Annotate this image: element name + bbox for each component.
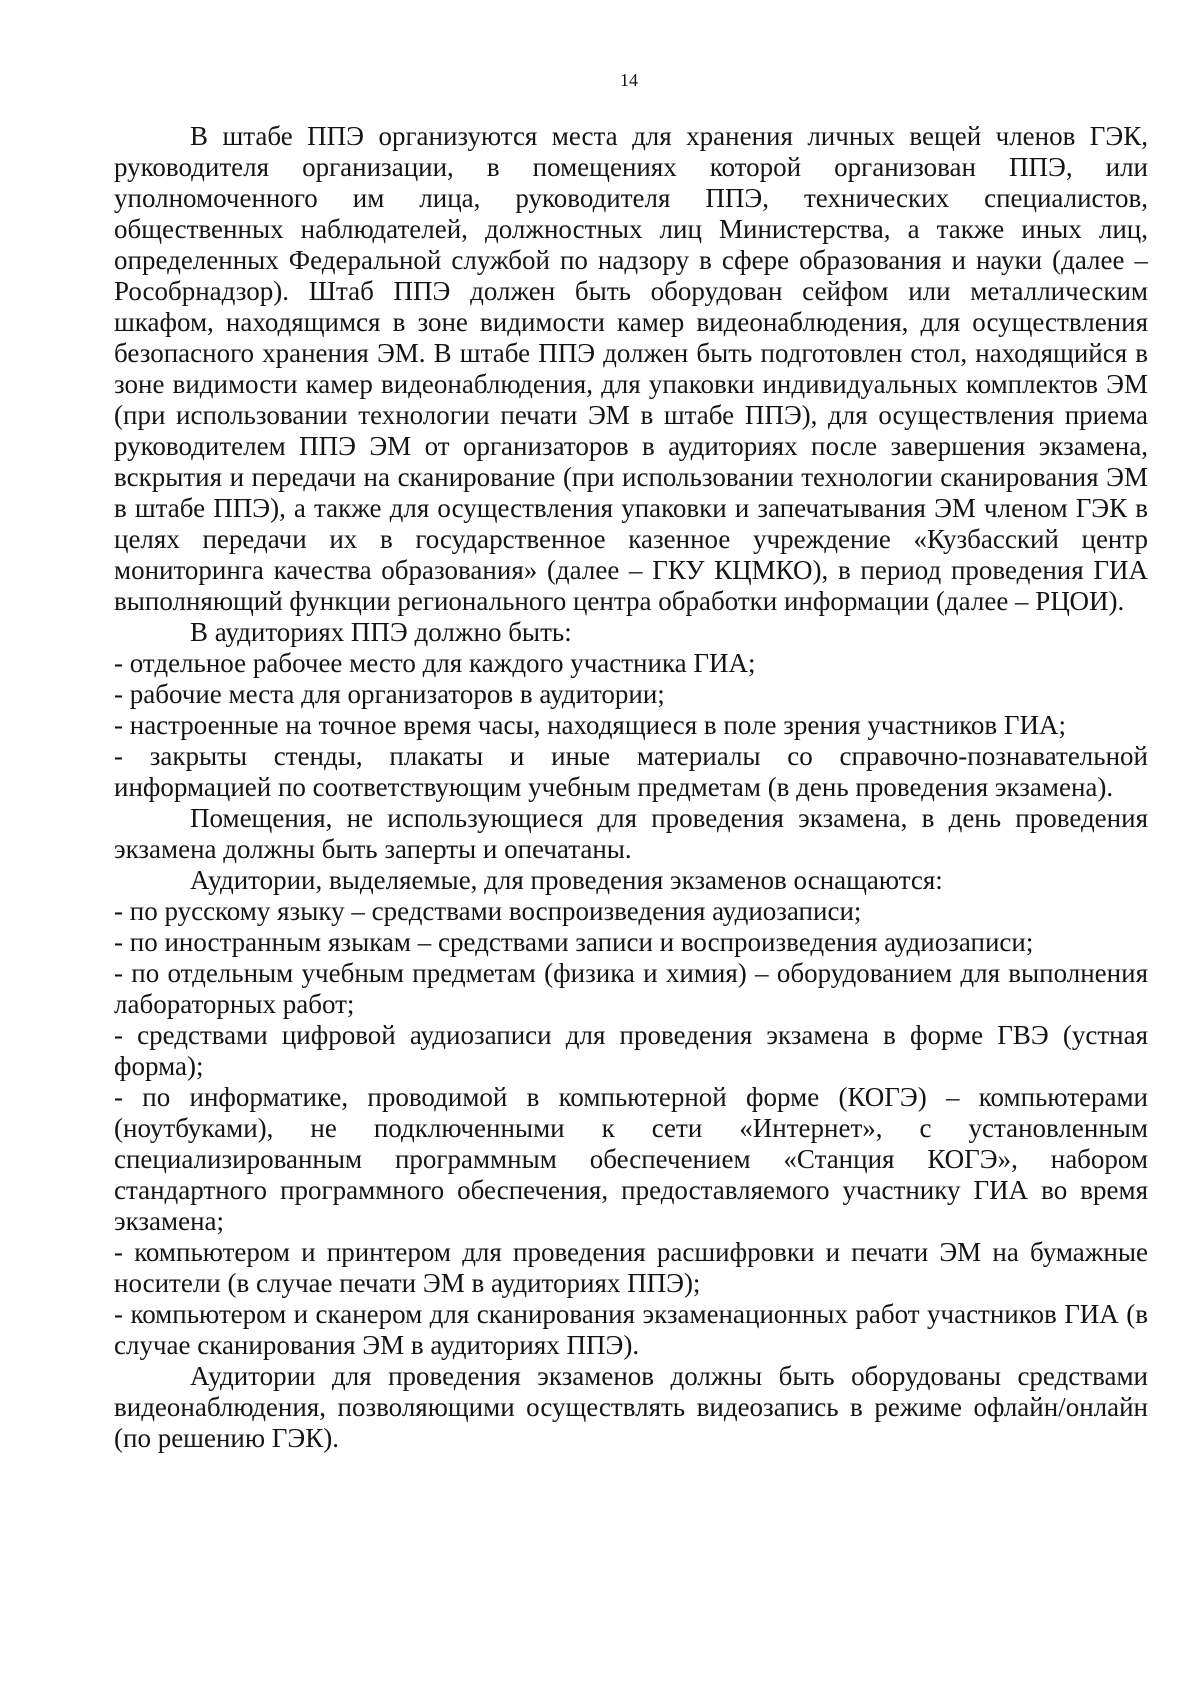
list-item: - рабочие места для организаторов в аудитории; — [114, 679, 665, 709]
page-number: 14 — [620, 70, 638, 90]
list-item: - отдельное рабочее место для каждого участника ГИА; — [114, 648, 756, 678]
list-item: - компьютером и принтером для проведения расшифровки и печати ЭМ на бумажные носители (в случае печати ЭМ в аудиториях ППЭ); — [114, 1237, 1148, 1298]
paragraph-unused-rooms: Помещения, не использующиеся для проведения экзамена, в день проведения экзамена должны быть заперты и опечатаны. — [114, 803, 1148, 864]
paragraph-classrooms-intro: В аудиториях ППЭ должно быть: — [190, 617, 572, 647]
list-item: - по русскому языку – средствами воспроизведения аудиозаписи; — [114, 896, 862, 926]
document-body — [114, 121, 1148, 1454]
list-item: - закрыты стенды, плакаты и иные материалы со справочно-познавательной информацией по соответствующим учебным предметам (в день проведения экзамена). — [114, 741, 1148, 802]
paragraph-ppe-headquarters: В штабе ППЭ организуются места для хранения личных вещей членов ГЭК, руководителя организации, в помещениях которой организован ППЭ, или уполномоченного им лица, руководителя ППЭ, технических специалистов, общественных наблюдателей, должностных лиц Министерства, а также иных лиц, определенных Федеральной службой по надзору в сфере образования и науки (далее – Рособрнадзор). Штаб ППЭ должен быть оборудован сейфом или металлическим шкафом, находящимся в зоне видимости камер видеонаблюдения, для осуществления безопасного хранения ЭМ. В штабе ППЭ должен быть подготовлен стол, находящийся в зоне видимости камер видеонаблюдения, для упаковки индивидуальных комплектов ЭМ (при использовании технологии печати ЭМ в штабе ППЭ), для осуществления приема руководителем ППЭ ЭМ от организаторов в аудиториях после завершения экзамена, вскрытия и передачи на сканирование (при использовании технологии сканирования ЭМ в штабе ППЭ), а также для осуществления упаковки и запечатывания ЭМ членом ГЭК в целях передачи их в государственное казенное учреждение «Кузбасский центр мониторинга качества образования» (далее – ГКУ КЦМКО), в период проведения ГИА выполняющий функции регионального центра обработки информации (далее – РЦОИ). — [114, 121, 1148, 616]
list-item: - по иностранным языкам – средствами записи и воспроизведения аудиозаписи; — [114, 927, 1034, 957]
paragraph-video-surveillance: Аудитории для проведения экзаменов должны быть оборудованы средствами видеонаблюдения, позволяющими осуществлять видеозапись в режиме офлайн/онлайн (по решению ГЭК). — [114, 1361, 1148, 1453]
list-item: - средствами цифровой аудиозаписи для проведения экзамена в форме ГВЭ (устная форма); — [114, 1020, 1148, 1081]
list-item: - настроенные на точное время часы, находящиеся в поле зрения участников ГИА; — [114, 710, 1067, 740]
list-item: - по отдельным учебным предметам (физика и химия) – оборудованием для выполнения лабораторных работ; — [114, 958, 1148, 1019]
paragraph-equipment-intro: Аудитории, выделяемые, для проведения экзаменов оснащаются: — [190, 865, 943, 895]
list-item: - по информатике, проводимой в компьютерной форме (КОГЭ) – компьютерами (ноутбуками), не подключенными к сети «Интернет», с установленным специализированным программным обеспечением «Станция КОГЭ», набором стандартного программного обеспечения, предоставляемого участнику ГИА во время экзамена; — [114, 1082, 1148, 1236]
list-item: - компьютером и сканером для сканирования экзаменационных работ участников ГИА (в случае сканирования ЭМ в аудиториях ППЭ). — [114, 1299, 1148, 1360]
